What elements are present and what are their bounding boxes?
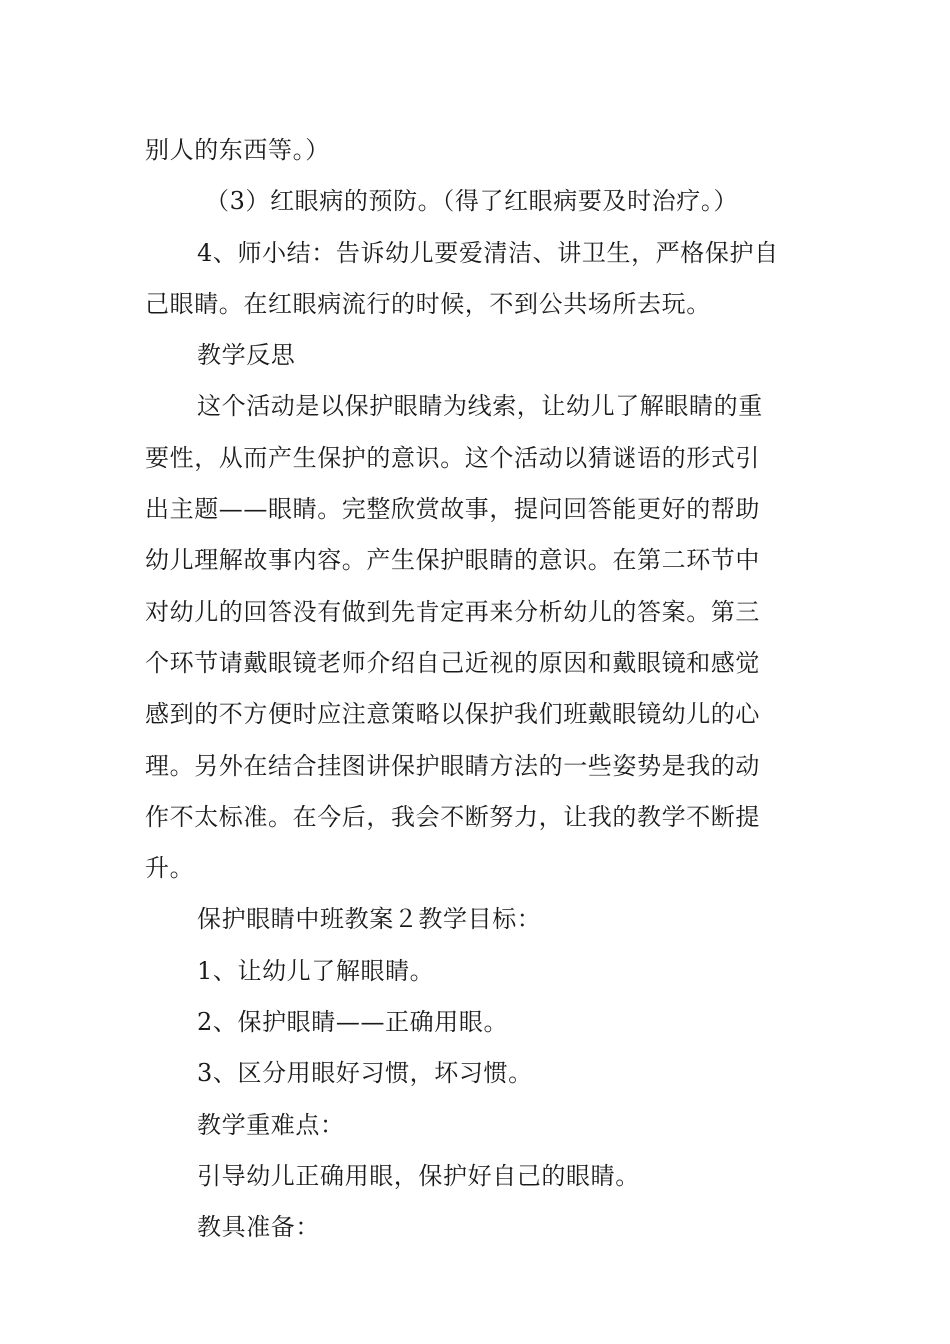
- text-line: （3）红眼病的预防。（得了红眼病要及时治疗。）: [205, 187, 739, 216]
- text-line: 感到的不方便时应注意策略以保护我们班戴眼镜幼儿的心: [145, 700, 760, 729]
- document-body: [145, 125, 807, 1254]
- text-line: 这个活动是以保护眼睛为线索，让幼儿了解眼睛的重: [197, 392, 763, 421]
- list-item: 1、让幼儿了解眼睛。: [197, 956, 435, 985]
- text-line: 个环节请戴眼镜老师介绍自己近视的原因和戴眼镜和感觉: [145, 648, 760, 677]
- text-line: 引导幼儿正确用眼，保护好自己的眼睛。: [197, 1161, 640, 1190]
- text-line: 4、师小结：告诉幼儿要爱清洁、讲卫生，严格保护自: [197, 238, 779, 267]
- section-heading: 教具准备：: [197, 1213, 320, 1242]
- text-line: 升。: [145, 854, 195, 883]
- text-line: 出主题——眼睛。完整欣赏故事，提问回答能更好的帮助: [145, 495, 760, 524]
- text-line: 对幼儿的回答没有做到先肯定再来分析幼儿的答案。第三: [145, 597, 760, 626]
- text-line: 己眼睛。在红眼病流行的时候，不到公共场所去玩。: [145, 289, 711, 318]
- list-item: 2、保护眼睛——正确用眼。: [197, 1008, 509, 1037]
- section-heading: 教学反思: [197, 341, 296, 370]
- text-line: 别人的东西等。）: [145, 136, 330, 164]
- list-item: 3、区分用眼好习惯，坏习惯。: [197, 1059, 533, 1088]
- section-heading: 教学重难点：: [197, 1110, 345, 1139]
- section-heading: 保护眼睛中班教案２教学目标：: [197, 905, 542, 934]
- text-line: 理。另外在结合挂图讲保护眼睛方法的一些姿势是我的动: [145, 751, 760, 780]
- text-line: 要性，从而产生保护的意识。这个活动以猜谜语的形式引: [145, 443, 760, 472]
- text-line: 幼儿理解故事内容。产生保护眼睛的意识。在第二环节中: [145, 546, 760, 575]
- text-line: 作不太标准。在今后，我会不断努力，让我的教学不断提: [145, 802, 760, 831]
